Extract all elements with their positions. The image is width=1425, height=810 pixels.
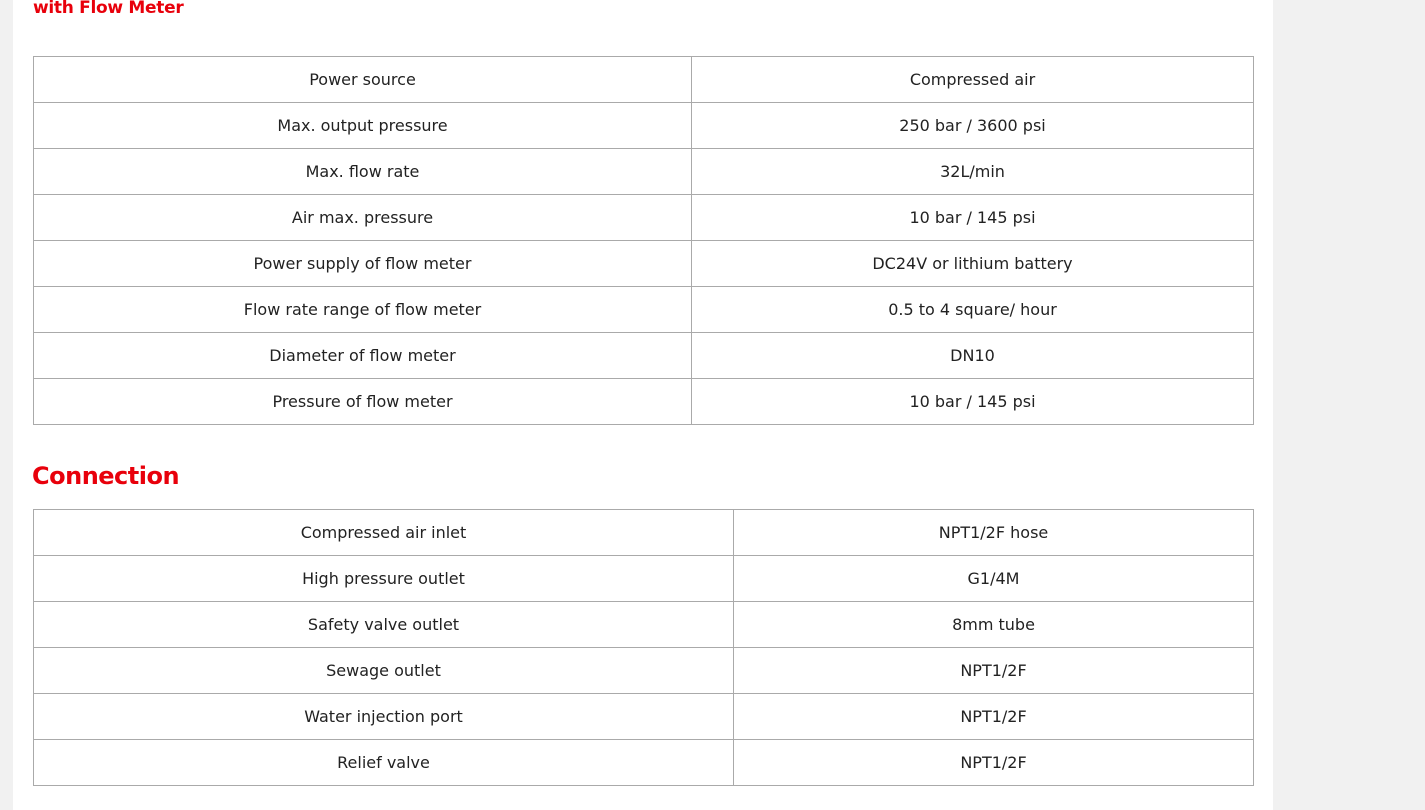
connection-label: Compressed air inlet — [34, 510, 734, 556]
spec-label: Max. output pressure — [34, 103, 692, 149]
connection-value: G1/4M — [734, 556, 1254, 602]
connection-label: Sewage outlet — [34, 648, 734, 694]
connection-value: NPT1/2F hose — [734, 510, 1254, 556]
table-row — [34, 103, 1254, 149]
spec-value: DN10 — [692, 333, 1254, 379]
connection-label: Water injection port — [34, 694, 734, 740]
table-row — [34, 740, 1254, 786]
connection-label: Safety valve outlet — [34, 602, 734, 648]
spec-label: Power supply of flow meter — [34, 241, 692, 287]
spec-value: Compressed air — [692, 57, 1254, 103]
connection-heading: Connection — [32, 462, 180, 490]
table-row — [34, 510, 1254, 556]
spec-value: 10 bar / 145 psi — [692, 195, 1254, 241]
spec-value: 250 bar / 3600 psi — [692, 103, 1254, 149]
table-row — [34, 333, 1254, 379]
specifications-table — [33, 56, 1254, 425]
connection-value: NPT1/2F — [734, 740, 1254, 786]
table-row — [34, 694, 1254, 740]
spec-label: Flow rate range of flow meter — [34, 287, 692, 333]
spec-value: 32L/min — [692, 149, 1254, 195]
spec-value: 10 bar / 145 psi — [692, 379, 1254, 425]
connection-value: NPT1/2F — [734, 694, 1254, 740]
connection-value: NPT1/2F — [734, 648, 1254, 694]
table-row — [34, 287, 1254, 333]
table-row — [34, 241, 1254, 287]
connection-label: High pressure outlet — [34, 556, 734, 602]
spec-label: Diameter of flow meter — [34, 333, 692, 379]
table-row — [34, 195, 1254, 241]
table-row — [34, 57, 1254, 103]
table-row — [34, 602, 1254, 648]
content-panel — [13, 0, 1273, 810]
table-row — [34, 149, 1254, 195]
spec-value: 0.5 to 4 square/ hour — [692, 287, 1254, 333]
spec-label: Power source — [34, 57, 692, 103]
spec-value: DC24V or lithium battery — [692, 241, 1254, 287]
spec-label: Air max. pressure — [34, 195, 692, 241]
spec-label: Pressure of flow meter — [34, 379, 692, 425]
table-row — [34, 556, 1254, 602]
connection-value: 8mm tube — [734, 602, 1254, 648]
table-row — [34, 379, 1254, 425]
connection-table — [33, 509, 1254, 786]
section-subtitle: with Flow Meter — [33, 0, 184, 18]
table-row — [34, 648, 1254, 694]
spec-label: Max. flow rate — [34, 149, 692, 195]
connection-label: Relief valve — [34, 740, 734, 786]
